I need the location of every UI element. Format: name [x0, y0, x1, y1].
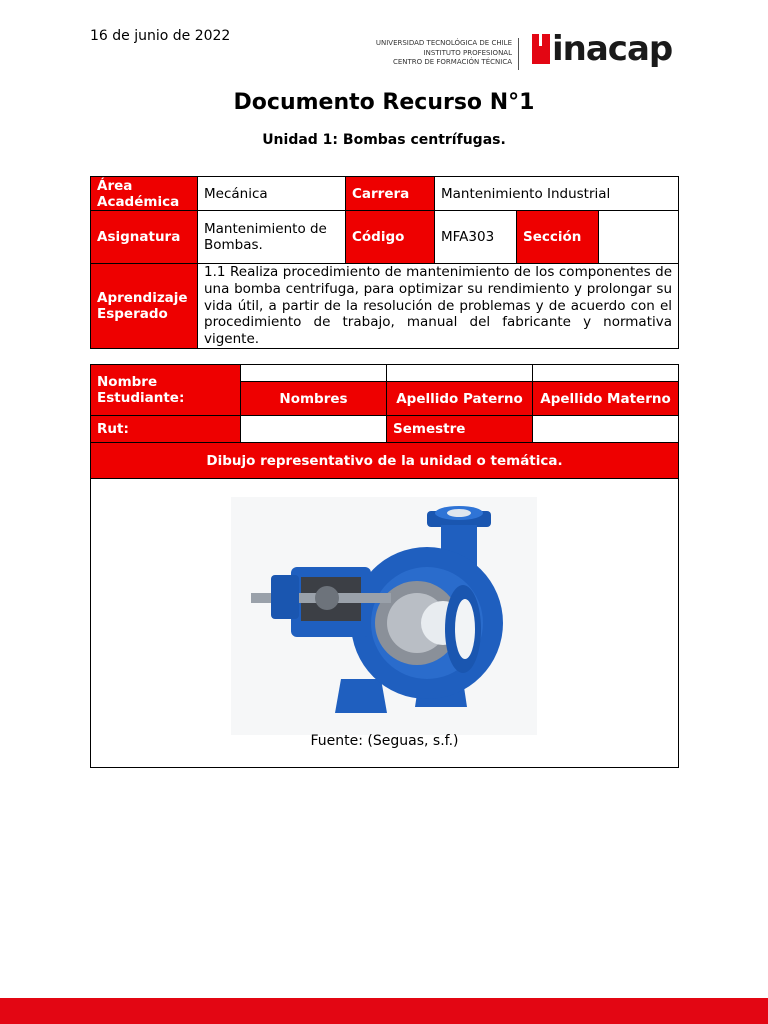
seccion-value [599, 211, 679, 264]
bearing [315, 586, 339, 610]
drawing-cell [91, 479, 679, 768]
asignatura-label: Asignatura [91, 211, 198, 264]
apellido-materno-header: Apellido Materno [533, 382, 679, 416]
pump-foot-left [335, 679, 387, 713]
centrifugal-pump-image [231, 497, 537, 735]
asignatura-value: Mantenimiento de Bombas. [198, 211, 346, 264]
carrera-value: Mantenimiento Industrial [435, 177, 679, 211]
brand-mark-icon [532, 34, 550, 64]
page-title: Documento Recurso N°1 [233, 90, 535, 115]
bearing-cover [271, 575, 299, 619]
rut-field[interactable] [241, 416, 387, 443]
student-table [90, 364, 679, 768]
codigo-value: MFA303 [435, 211, 517, 264]
institution-line-1: UNIVERSIDAD TECNOLÓGICA DE CHILE [375, 39, 512, 47]
apellido-materno-field[interactable] [533, 365, 679, 382]
aprendizaje-value: 1.1 Realiza procedimiento de mantenimiento de los componentes de una bomba centrifuga, para optimizar su rendimiento y prolongar su vida útil, a partir de la resolución de problemas y de acuerdo con el procedimiento de trabajo, manual del fabricante y normativa vigente. [198, 264, 679, 349]
document-date: 16 de junio de 2022 [90, 28, 231, 44]
footer-bar [0, 998, 768, 1024]
figure-caption: Fuente: (Seguas, s.f.) [310, 733, 459, 749]
brand-name: inacap [552, 29, 673, 69]
inacap-logo [372, 29, 673, 80]
institution-line-3: CENTRO DE FORMACIÓN TÉCNICA [392, 58, 512, 66]
institution-text [376, 39, 512, 68]
discharge-opening [447, 509, 471, 517]
semestre-field[interactable] [533, 416, 679, 443]
aprendizaje-label: Aprendizaje Esperado [91, 264, 198, 349]
drawing-header: Dibujo representativo de la unidad o temática. [91, 443, 679, 479]
area-label: Área Académica [91, 177, 198, 211]
logo-divider [518, 38, 519, 70]
apellido-paterno-field[interactable] [387, 365, 533, 382]
nombres-field[interactable] [241, 365, 387, 382]
apellido-paterno-header: Apellido Paterno [387, 382, 533, 416]
semestre-label: Semestre [387, 416, 533, 443]
brand-mark [532, 29, 673, 69]
suction-opening [455, 599, 475, 659]
rut-label: Rut: [91, 416, 241, 443]
page-subtitle: Unidad 1: Bombas centrífugas. [262, 132, 506, 148]
carrera-label: Carrera [346, 177, 435, 211]
area-value: Mecánica [198, 177, 346, 211]
nombres-header: Nombres [241, 382, 387, 416]
seccion-label: Sección [517, 211, 599, 264]
course-info-table [90, 176, 679, 349]
codigo-label: Código [346, 211, 435, 264]
institution-line-2: INSTITUTO PROFESIONAL [423, 48, 512, 57]
nombre-estudiante-label: Nombre Estudiante: [91, 365, 241, 416]
